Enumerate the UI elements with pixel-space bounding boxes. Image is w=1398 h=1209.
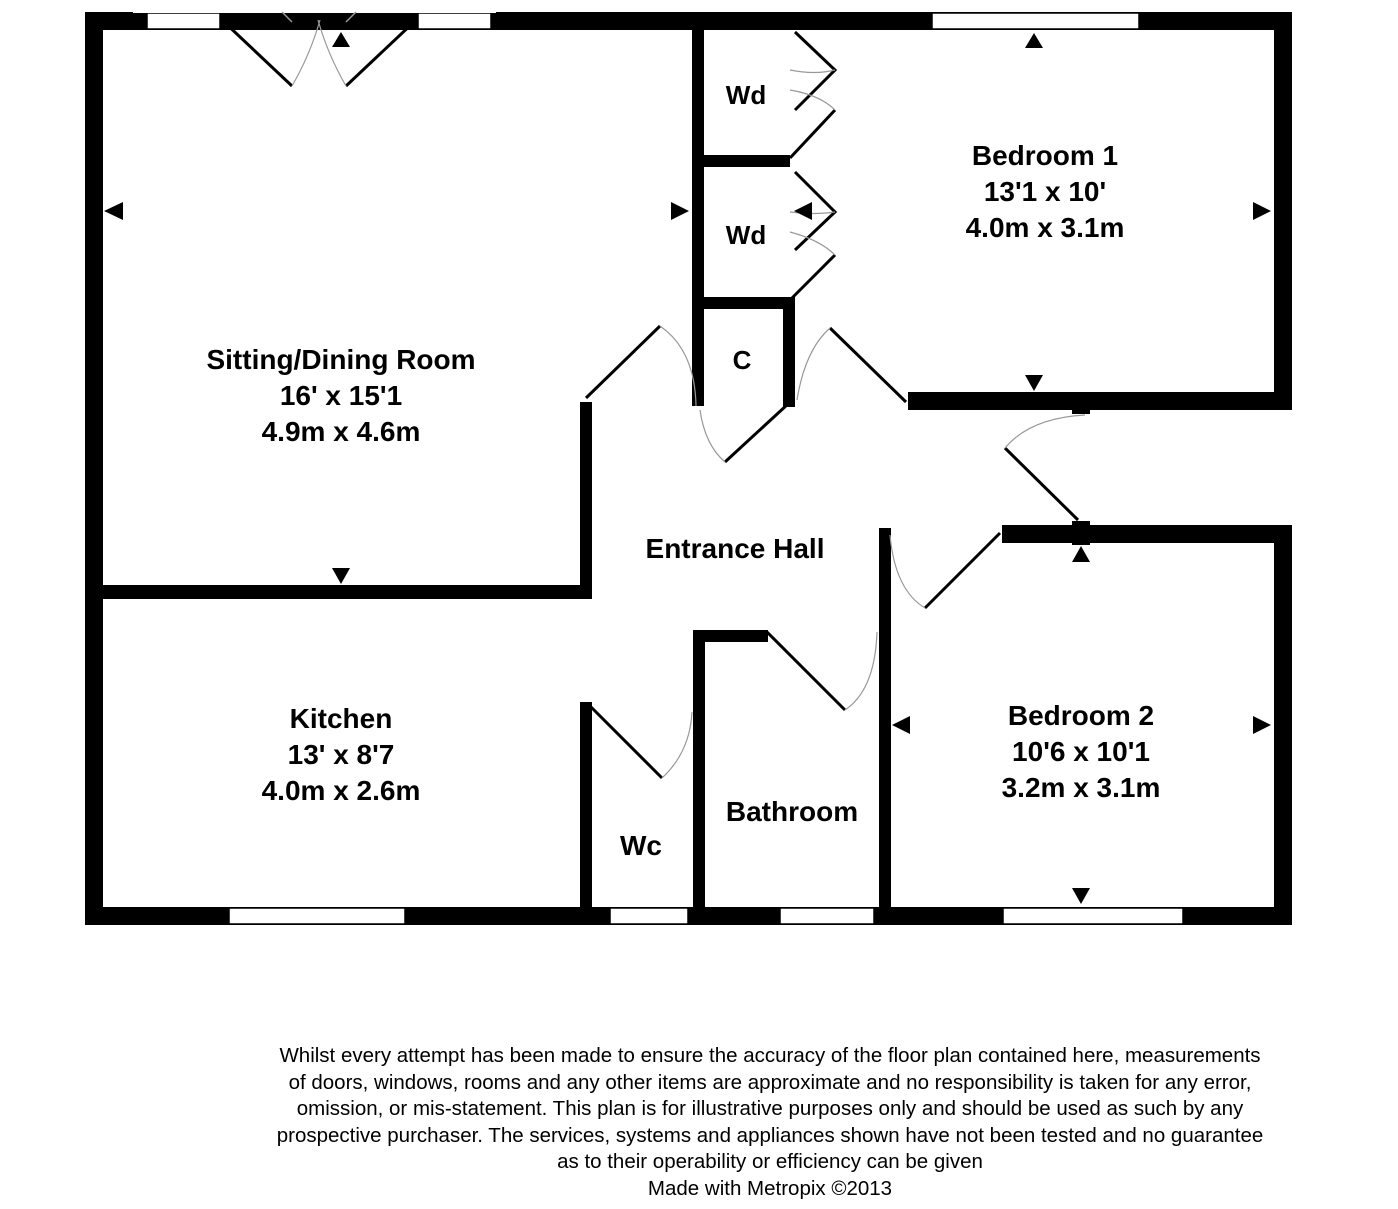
kitchen-metric: 4.0m x 2.6m bbox=[261, 775, 421, 806]
disclaimer-line: prospective purchaser. The services, systems and appliances shown have not been tested and no guarantee bbox=[276, 1123, 1264, 1147]
bedroom2-imperial: 10'6 x 10'1 bbox=[1012, 736, 1150, 767]
bedroom1-name: Bedroom 1 bbox=[971, 140, 1119, 171]
kitchen-imperial: 13' x 8'7 bbox=[287, 739, 395, 770]
room-labels bbox=[206, 80, 1160, 861]
sitting-room-metric: 4.9m x 4.6m bbox=[261, 416, 421, 447]
bathroom-label: Bathroom bbox=[725, 796, 859, 827]
disclaimer-line: of doors, windows, rooms and any other items are approximate and no responsibility is taken for any error, bbox=[288, 1070, 1252, 1094]
entrance-hall-label: Entrance Hall bbox=[645, 533, 825, 564]
bedroom2-metric: 3.2m x 3.1m bbox=[1001, 772, 1161, 803]
credit-line: Made with Metropix ©2013 bbox=[647, 1176, 893, 1200]
disclaimer-line: Whilst every attempt has been made to ensure the accuracy of the floor plan contained here, measurements bbox=[279, 1044, 1261, 1067]
wardrobe1-label: Wd bbox=[725, 80, 767, 110]
kitchen-name: Kitchen bbox=[289, 703, 393, 734]
sitting-room-name: Sitting/Dining Room bbox=[206, 344, 476, 375]
wardrobe2-label: Wd bbox=[725, 220, 767, 250]
disclaimer bbox=[200, 1043, 1340, 1202]
cupboard-label: C bbox=[732, 345, 752, 375]
bedroom1-imperial: 13'1 x 10' bbox=[983, 176, 1107, 207]
bedroom2-name: Bedroom 2 bbox=[1007, 700, 1155, 731]
bedroom1-metric: 4.0m x 3.1m bbox=[965, 212, 1125, 243]
disclaimer-line: as to their operability or efficiency can be given bbox=[557, 1150, 983, 1173]
wc-label: Wc bbox=[620, 830, 662, 861]
disclaimer-line: omission, or mis-statement. This plan is for illustrative purposes only and should be used as such by any bbox=[296, 1097, 1244, 1120]
sitting-room-imperial: 16' x 15'1 bbox=[279, 380, 403, 411]
